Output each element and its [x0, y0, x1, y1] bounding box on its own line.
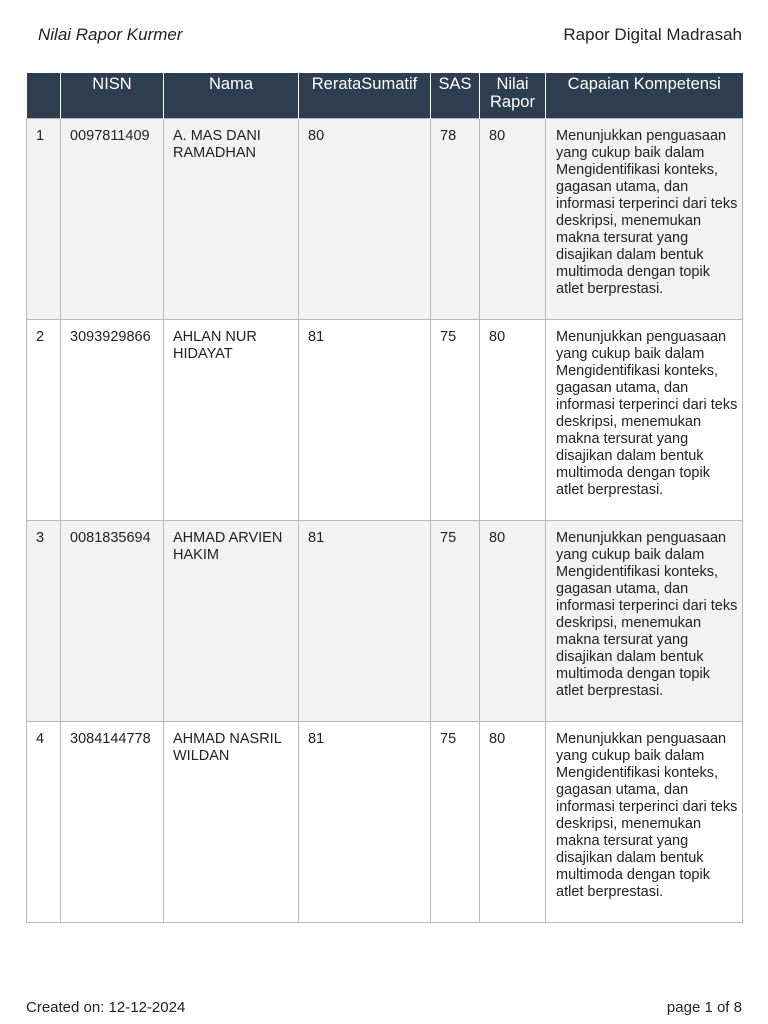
table-row [27, 521, 743, 722]
cell-rerata-sumatif: 80 [299, 119, 431, 320]
table-body [27, 119, 743, 923]
cell-capaian: Menunjukkan penguasaan yang cukup baik dalam Mengidentifikasi konteks, gagasan utama, dan informasi terperinci dari teks deskripsi, menemukan makna tersurat yang disajikan dalam bentuk multimoda dengan topik atlet berprestasi. [546, 119, 743, 320]
created-on-date: Created on: 12-12-2024 [26, 998, 186, 1016]
document-header [38, 22, 742, 48]
cell-nama: A. MAS DANI RAMADHAN [164, 119, 299, 320]
cell-nilai-rapor: 80 [480, 521, 546, 722]
cell-rerata-sumatif: 81 [299, 320, 431, 521]
cell-nisn: 3084144778 [61, 722, 164, 923]
cell-rerata-sumatif: 81 [299, 722, 431, 923]
cell-no: 1 [27, 119, 61, 320]
cell-nilai-rapor: 80 [480, 320, 546, 521]
app-title: Rapor Digital Madrasah [563, 25, 742, 44]
cell-capaian: Menunjukkan penguasaan yang cukup baik dalam Mengidentifikasi konteks, gagasan utama, dan informasi terperinci dari teks deskripsi, menemukan makna tersurat yang disajikan dalam bentuk multimoda dengan topik atlet berprestasi. [546, 521, 743, 722]
table-row [27, 722, 743, 923]
cell-no: 4 [27, 722, 61, 923]
cell-capaian: Menunjukkan penguasaan yang cukup baik dalam Mengidentifikasi konteks, gagasan utama, dan informasi terperinci dari teks deskripsi, menemukan makna tersurat yang disajikan dalam bentuk multimoda dengan topik atlet berprestasi. [546, 722, 743, 923]
cell-nisn: 0097811409 [61, 119, 164, 320]
cell-sas: 75 [431, 320, 480, 521]
column-header-rerata-sumatif: RerataSumatif [299, 73, 431, 119]
grades-table [26, 73, 743, 923]
column-header-capaian: Capaian Kompetensi [546, 73, 743, 119]
column-header-nilai-rapor: Nilai Rapor [480, 73, 546, 119]
table-header [27, 73, 743, 119]
cell-capaian: Menunjukkan penguasaan yang cukup baik dalam Mengidentifikasi konteks, gagasan utama, dan informasi terperinci dari teks deskripsi, menemukan makna tersurat yang disajikan dalam bentuk multimoda dengan topik atlet berprestasi. [546, 320, 743, 521]
cell-nilai-rapor: 80 [480, 119, 546, 320]
table-row [27, 119, 743, 320]
cell-no: 2 [27, 320, 61, 521]
cell-nama: AHMAD NASRIL WILDAN [164, 722, 299, 923]
column-header-sas: SAS [431, 73, 480, 119]
cell-sas: 78 [431, 119, 480, 320]
cell-nama: AHMAD ARVIEN HAKIM [164, 521, 299, 722]
header-row [27, 73, 743, 119]
report-title: Nilai Rapor Kurmer [38, 25, 183, 44]
cell-no: 3 [27, 521, 61, 722]
table-row [27, 320, 743, 521]
column-header-nama: Nama [164, 73, 299, 119]
column-header-no [27, 73, 61, 119]
cell-nisn: 3093929866 [61, 320, 164, 521]
cell-rerata-sumatif: 81 [299, 521, 431, 722]
page-indicator: page 1 of 8 [666, 998, 742, 1016]
cell-nisn: 0081835694 [61, 521, 164, 722]
column-header-nisn: NISN [61, 73, 164, 119]
cell-sas: 75 [431, 521, 480, 722]
cell-nama: AHLAN NUR HIDAYAT [164, 320, 299, 521]
document-footer [26, 996, 742, 1018]
cell-nilai-rapor: 80 [480, 722, 546, 923]
cell-sas: 75 [431, 722, 480, 923]
